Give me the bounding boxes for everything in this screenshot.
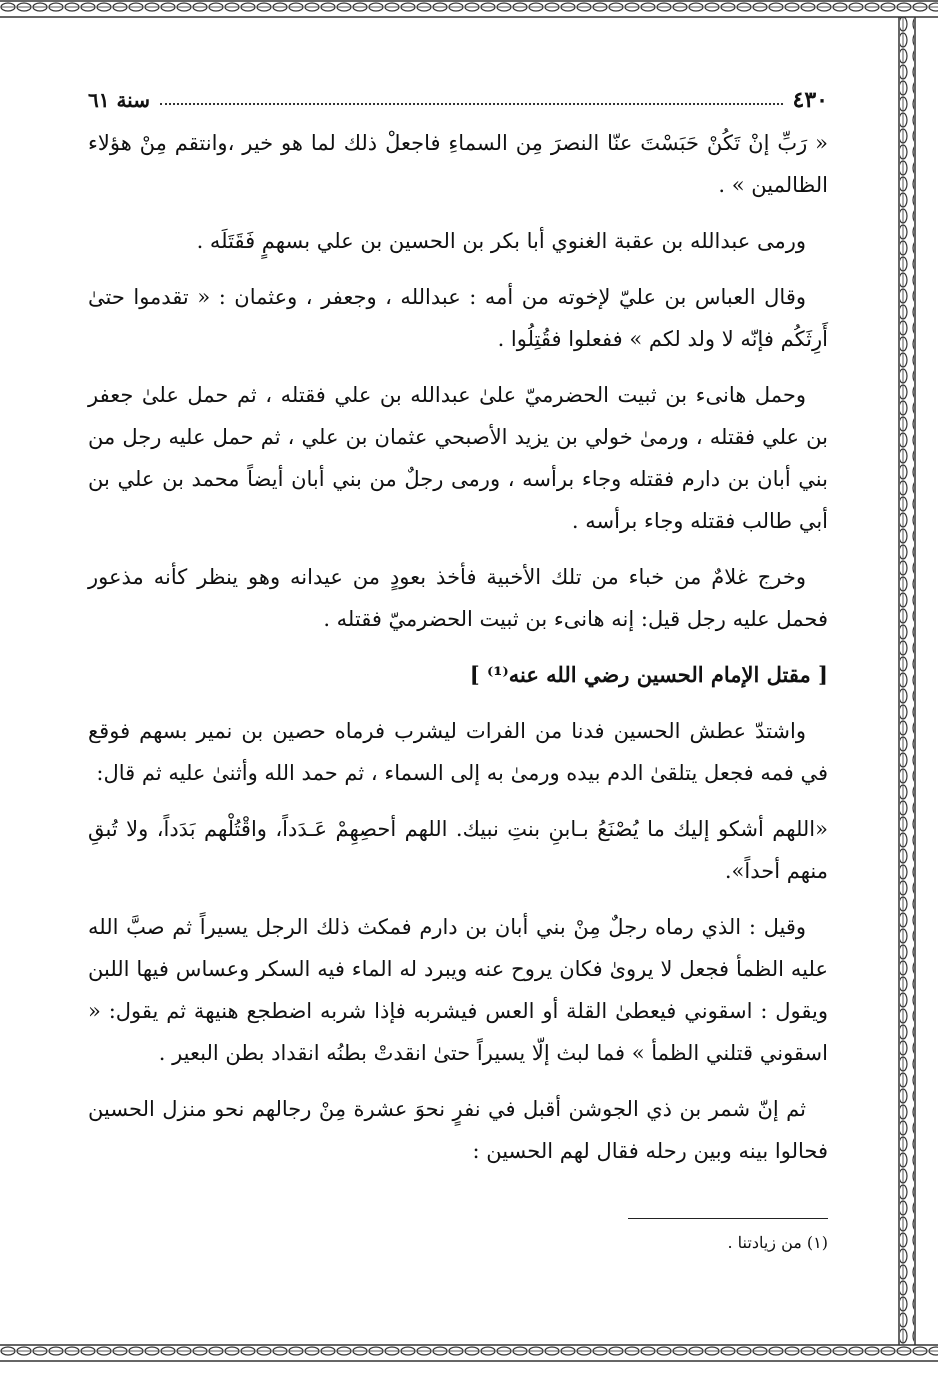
paragraph: وحمل هانىء بن ثبيت الحضرميّ علىٰ عبدالله بن علي فقتله ، ثم حمل علىٰ جعفر بن علي فقتله ، ورمىٰ خولي بن يزيد الأصبحي عثمان بن علي ، ثم حمل عليه رجل من بني أبان بن دارم فقتله وجاء برأسه ، ورمى رجلٌ من بني أبان أيضاً محمد بن علي بن أبي طالب فقتله وجاء برأسه . — [88, 383, 828, 533]
border-bottom — [0, 1345, 938, 1361]
paragraph-prayer: « رَبِّ إنْ تَكُنْ حَبَسْتَ عنّا النصرَ مِن السماءِ فاجعلْ ذلك لما هو خير ،وانتقم مِنْ هؤلاء الظالمين » . — [88, 131, 828, 197]
paragraph: وخرج غلامٌ من خباء من تلك الأخبية فأخذ بعودٍ من عيدانه وهو ينظر كأنه مذعور فحمل عليه رجل قيل: إنه هانىء بن ثبيت الحضرميّ فقتله . — [88, 565, 828, 631]
running-header — [88, 80, 828, 120]
border-right — [899, 17, 915, 1345]
header-dotted-leader — [160, 103, 783, 105]
paragraph: وقيل : الذي رماه رجلٌ مِنْ بني أبان بن دارم فمكث ذلك الرجل يسيراً ثم صبَّ الله عليه الظمأ فجعل لا يروىٰ فكان يروح عنه ويبرد له الماء فيه السكر وعساس فيها اللبن ويقول : اسقوني فيعطىٰ القلة أو العس فيشربه فإذا شربه اضطجع هنيهة ثم يقول: « اسقوني قتلني الظمأ » فما لبث إلّا يسيراً حتىٰ انقدتْ بطنُه انقداد بطن البعير . — [88, 915, 828, 1065]
border-top — [0, 1, 938, 17]
footnote: (١) من زيادتنا . — [727, 1233, 828, 1252]
paragraph: وقال العباس بن عليّ لإخوته من أمه : عبدالله ، وجعفر ، وعثمان : « تقدموا حتىٰ أَرِثَكُم فإنّه لا ولد لكم » ففعلوا فقُتِلُوا . — [88, 285, 828, 351]
paragraph-quote: «اللهم أشكو إليك ما يُصْنَعُ بـابنِ بنتِ نبيك. اللهم أحصِهِمْ عَـدَداً، واقْتُلْهم بَدَداً، ولا تُبقِ منهم أحداً». — [88, 817, 828, 883]
section-heading: [ مقتل الإمام الحسين رضي الله عنه⁽¹⁾ ] — [469, 662, 828, 687]
paragraph: ثم إنّ شمر بن ذي الجوشن أقبل في نفرٍ نحوَ عشرة مِنْ رجالهم نحو منزل الحسين فحالوا بينه وبين رحله فقال لهم الحسين : — [88, 1097, 828, 1163]
page-number: ٤٣٠ — [792, 87, 828, 113]
book-page — [88, 80, 828, 1271]
paragraph: ورمى عبدالله بن عقبة الغنوي أبا بكر بن الحسين بن علي بسهمٍ فَقَتَلَه . — [196, 229, 806, 253]
paragraph: واشتدّ عطش الحسين فدنا من الفرات ليشرب فرماه حصين بن نمير بسهم فوقع في فمه فجعل يتلقىٰ الدم بيده ورمىٰ به إلى السماء ، ثم حمد الله وأثنىٰ عليه ثم قال: — [88, 719, 828, 785]
year-label: سنة ٦١ — [88, 88, 150, 112]
footnote-rule — [628, 1218, 828, 1219]
